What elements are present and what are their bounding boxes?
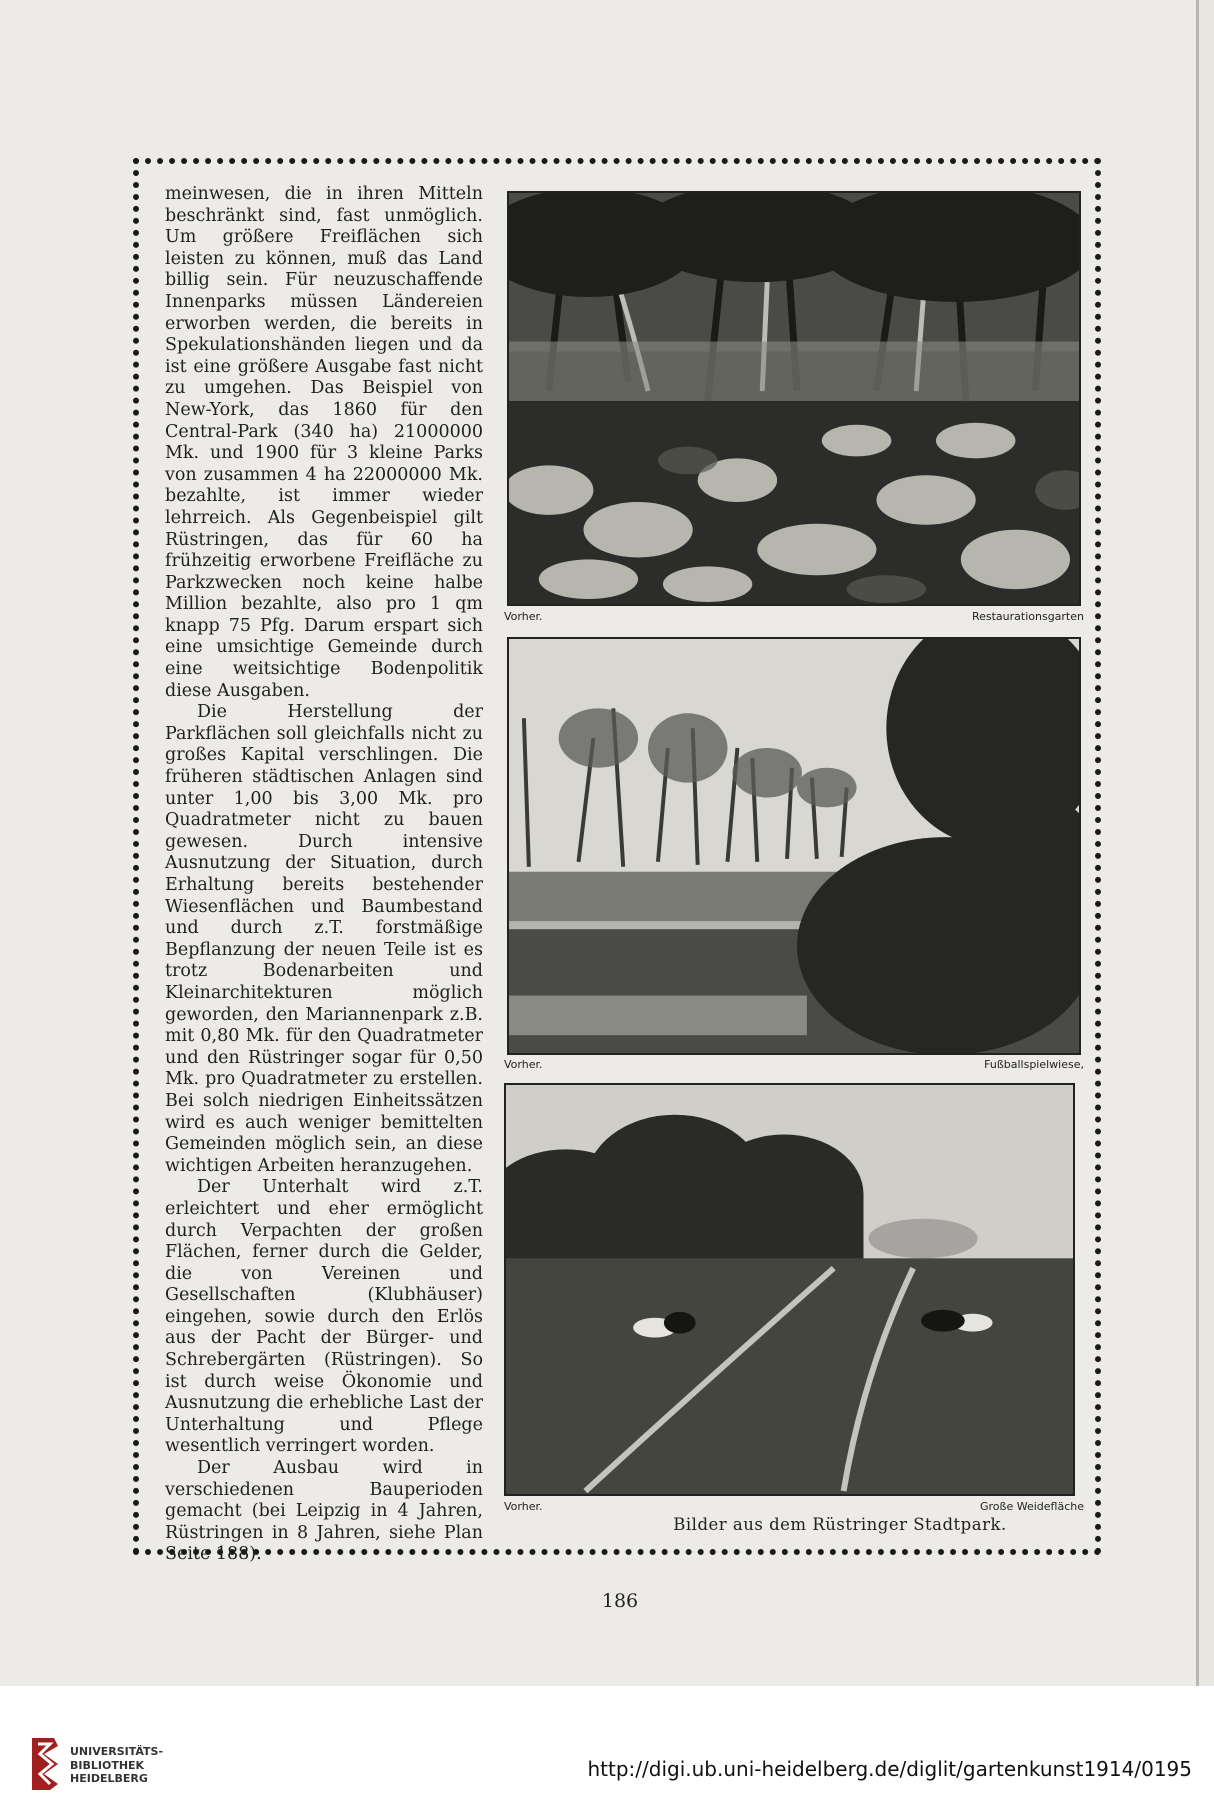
caption-1-left: Vorher. xyxy=(504,610,543,623)
caption-3-right: Große Weidefläche xyxy=(980,1500,1084,1513)
caption-photo-2 xyxy=(504,1058,1084,1071)
library-line-1: UNIVERSITÄTS- xyxy=(70,1745,164,1758)
photo-grosse-weideflaeche xyxy=(504,1083,1075,1496)
paragraph-2: Die Herstellung der Parkflächen soll gleichfalls nicht zu großes Kapital verschlingen. Die früheren städtischen Anlagen sind unter 1,00 bis 3,00 Mk. pro Quadratmeter nicht zu bauen gewesen. Durch intensive Ausnutzung der Situation, durch Erhaltung bereits bestehender Wiesenflächen und Baumbestand und durch z.T. forstmäßige Bepflanzung der neuen Teile ist es trotz Bodenarbeiten und Kleinarchitekturen möglich geworden, den Mariannenpark z.B. mit 0,80 Mk. für den Quadratmeter und den Rüstringer sogar für 0,50 Mk. pro Quadratmeter zu erstellen. Bei solch niedrigen Einheitssätzen wird es auch weniger bemittelten Gemeinden möglich sein, an diese wichtigen Arbeiten heranzugehen. xyxy=(165,702,483,1176)
caption-2-right: Fußballspielwiese, xyxy=(984,1058,1084,1071)
caption-2-left: Vorher. xyxy=(504,1058,543,1071)
university-logo-icon xyxy=(28,1736,62,1792)
photo-fussballspielwiese xyxy=(507,637,1081,1055)
library-line-2: BIBLIOTHEK xyxy=(70,1758,145,1772)
source-url-link[interactable]: http://digi.ub.uni-heidelberg.de/diglit/gartenkunst1914/0195 xyxy=(587,1757,1192,1781)
photo-restaurationsgarten xyxy=(507,191,1081,606)
page-number: 186 xyxy=(601,1590,639,1612)
caption-photo-3 xyxy=(504,1500,1084,1513)
figure-title: Bilder aus dem Rüstringer Stadtpark. xyxy=(673,1515,1007,1534)
caption-1-right: Restaurationsgarten xyxy=(971,610,1084,623)
paragraph-3: Der Unterhalt wird z.T. erleichtert und eher ermöglicht durch Verpachten der großen Flächen, ferner durch die Gelder, die von Vereinen und Gesellschaften (Klubhäuser) eingehen, sowie durch den Erlös aus der Pacht der Bürger- und Schrebergärten (Rüstringen). So ist durch weise Ökonomie und Ausnutzung die erhebliche Last der Unterhaltung und Pflege wesentlich verringert worden. xyxy=(165,1177,483,1457)
library-name xyxy=(70,1745,163,1786)
paragraph-4: Der Ausbau wird in verschiedenen Bauperioden gemacht (bei Leipzig in 4 Jahren, Rüstringen in 8 Jahren, siehe Plan Seite 188). xyxy=(165,1458,483,1565)
library-line-3: HEIDELBERG xyxy=(70,1772,148,1785)
caption-3-left: Vorher. xyxy=(504,1500,543,1513)
paragraph-1: meinwesen, die in ihren Mitteln beschränkt sind, fast unmöglich. Um größere Freiflächen sich leisten zu können, muß das Land billig sein. Für neuzuschaffende Innenparks müssen Ländereien erworben werden, die bereits in Spekulationshänden liegen und da ist eine größere Ausgabe fast nicht zu umgehen. Das Beispiel von New-York, das 1860 für den Central-Park (340 ha) 21000000 Mk. und 1900 für 3 kleine Parks von zusammen 4 ha 22000000 Mk. bezahlte, ist immer wieder lehrreich. Als Gegenbeispiel gilt Rüstringen, das für 60 ha frühzeitig erworbene Freifläche zu Parkzwecken noch keine halbe Million bezahlte, also pro 1 qm knapp 75 Pfg. Darum erspart sich eine umsichtige Gemeinde durch eine weitsichtige Bodenpolitik diese Ausgaben. xyxy=(165,184,483,701)
caption-photo-1 xyxy=(504,610,1084,623)
digitization-footer xyxy=(0,1686,1214,1820)
body-text-column xyxy=(165,184,483,1566)
